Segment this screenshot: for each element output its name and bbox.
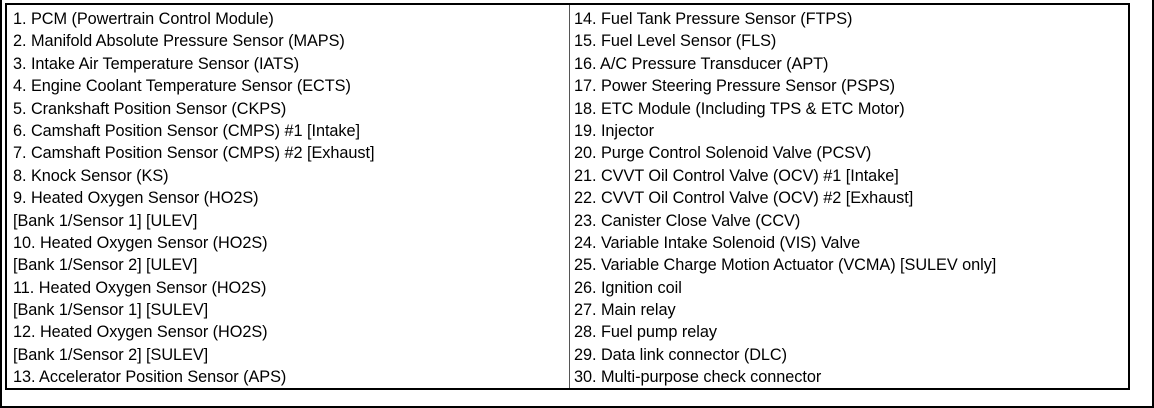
- legend-item: 2. Manifold Absolute Pressure Sensor (MAPS): [13, 32, 345, 51]
- legend-item: 23. Canister Close Valve (CCV): [574, 211, 801, 230]
- legend-item: 4. Engine Coolant Temperature Sensor (ECTS): [13, 77, 351, 96]
- legend-item-continuation: [Bank 1/Sensor 2] [ULEV]: [13, 256, 198, 275]
- legend-item: 27. Main relay: [574, 301, 676, 320]
- legend-item: 7. Camshaft Position Sensor (CMPS) #2 [Exhaust]: [13, 144, 375, 163]
- legend-item: 25. Variable Charge Motion Actuator (VCMA) [SULEV only]: [574, 256, 997, 275]
- legend-item: 28. Fuel pump relay: [574, 323, 717, 342]
- legend-item: 12. Heated Oxygen Sensor (HO2S): [13, 323, 268, 342]
- legend-item: 11. Heated Oxygen Sensor (HO2S): [13, 278, 267, 297]
- legend-column-right: [570, 5, 1128, 388]
- legend-item: 9. Heated Oxygen Sensor (HO2S): [13, 189, 259, 208]
- legend-item: 17. Power Steering Pressure Sensor (PSPS): [574, 77, 896, 96]
- legend-item: 24. Variable Intake Solenoid (VIS) Valve: [574, 233, 861, 252]
- legend-item: 22. CVVT Oil Control Valve (OCV) #2 [Exhaust]: [574, 189, 914, 208]
- legend-item: 16. A/C Pressure Transducer (APT): [574, 54, 829, 73]
- legend-item: 5. Crankshaft Position Sensor (CKPS): [13, 99, 287, 118]
- legend-item: 1. PCM (Powertrain Control Module): [13, 10, 274, 28]
- legend-item: 6. Camshaft Position Sensor (CMPS) #1 [Intake]: [13, 121, 360, 140]
- legend-item-continuation: [Bank 1/Sensor 1] [SULEV]: [13, 301, 209, 320]
- legend-item: 19. Injector: [574, 121, 654, 140]
- legend-item: 26. Ignition coil: [574, 278, 682, 297]
- legend-item-continuation: [Bank 1/Sensor 1] [ULEV]: [13, 211, 198, 230]
- component-legend-table: [5, 3, 1130, 390]
- legend-item: 18. ETC Module (Including TPS & ETC Motor): [574, 99, 905, 118]
- legend-item: 8. Knock Sensor (KS): [13, 166, 169, 185]
- legend-item: 29. Data link connector (DLC): [574, 345, 788, 364]
- legend-column-left: [7, 5, 570, 388]
- legend-item: 20. Purge Control Solenoid Valve (PCSV): [574, 144, 872, 163]
- legend-item: 3. Intake Air Temperature Sensor (IATS): [13, 54, 300, 73]
- legend-item: 14. Fuel Tank Pressure Sensor (FTPS): [574, 10, 853, 28]
- legend-item: 13. Accelerator Position Sensor (APS): [13, 368, 287, 387]
- legend-item: 21. CVVT Oil Control Valve (OCV) #1 [Intake]: [574, 166, 899, 185]
- legend-item: 10. Heated Oxygen Sensor (HO2S): [13, 233, 268, 252]
- legend-item: 15. Fuel Level Sensor (FLS): [574, 32, 777, 51]
- legend-item: 30. Multi-purpose check connector: [574, 368, 822, 387]
- legend-item-continuation: [Bank 1/Sensor 2] [SULEV]: [13, 345, 209, 364]
